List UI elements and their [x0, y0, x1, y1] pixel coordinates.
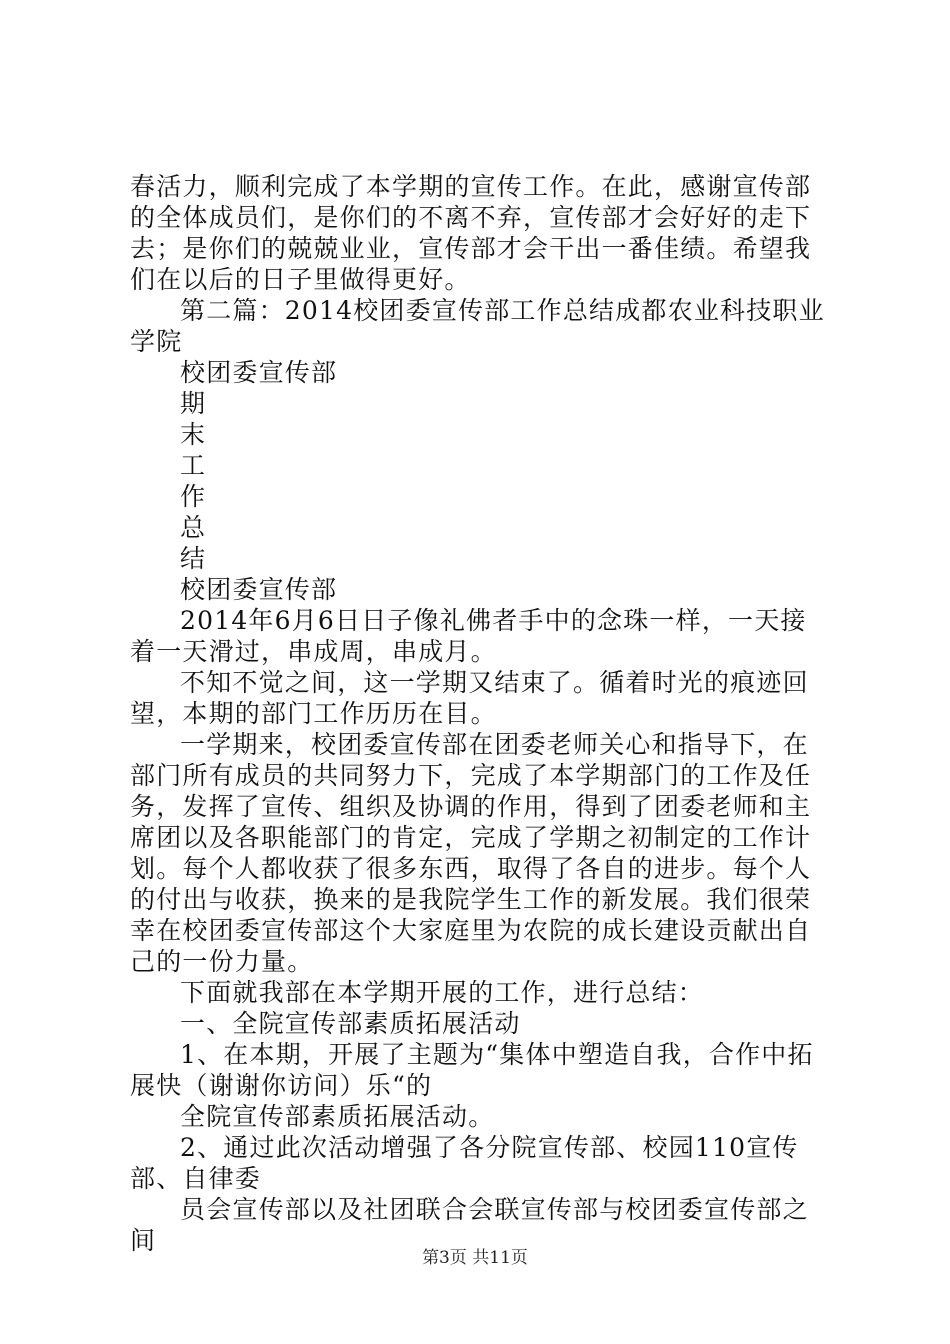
paragraph: 作: [180, 482, 207, 511]
paragraph: 员会宣传部以及社团联合会联宣传部与校团委宣传部之间: [130, 1195, 809, 1255]
paragraph: 工: [180, 451, 207, 480]
paragraph: 末: [180, 420, 207, 449]
paragraph: 2014年6月6日日子像礼佛者手中的念珠一样，一天接着一天滑过，串成周，串成月。: [130, 606, 807, 666]
paragraph: 期: [180, 389, 207, 418]
paragraph: 第二篇：2014校团委宣传部工作总结成都农业科技职业学院: [130, 296, 825, 356]
paragraph: 总: [180, 513, 207, 542]
paragraph: 2、通过此次活动增强了各分院宣传部、校园110宣传部、自律委: [130, 1133, 799, 1193]
paragraph: 不知不觉之间，这一学期又结束了。循着时光的痕迹回望，本期的部门工作历历在目。: [130, 668, 809, 728]
paragraph: 春活力，顺利完成了本学期的宣传工作。在此，感谢宣传部的全体成员们，是你们的不离不弃，宣传部才会好好的走下去；是你们的兢兢业业，宣传部才会干出一番佳绩。希望我们在以后的日子里做得更好。: [130, 172, 812, 294]
document-body: [130, 171, 830, 1256]
paragraph: 1、在本期，开展了主题为“集体中塑造自我，合作中拓展快（谢谢你访问）乐“的: [130, 1040, 814, 1100]
paragraph: 校团委宣传部: [180, 575, 338, 604]
paragraph: 一学期来，校团委宣传部在团委老师关心和指导下，在部门所有成员的共同努力下，完成了本学期部门的工作及任务，发挥了宣传、组织及协调的作用，得到了团委老师和主席团以及各职能部门的肯定，完成了学期之初制定的工作计划。每个人都收获了很多东西，取得了各自的进步。每个人的付出与收获，换来的是我院学生工作的新发展。我们很荣幸在校团委宣传部这个大家庭里为农院的成长建设贡献出自己的一份力量。: [130, 730, 812, 976]
paragraph: 一、全院宣传部素质拓展活动: [180, 1009, 521, 1038]
page-number-footer: 第3页 共11页: [422, 1248, 528, 1268]
paragraph: 下面就我部在本学期开展的工作，进行总结：: [180, 978, 705, 1007]
paragraph: 校团委宣传部: [180, 358, 338, 387]
paragraph: 结: [180, 544, 207, 573]
paragraph: 全院宣传部素质拓展活动。: [180, 1102, 495, 1131]
